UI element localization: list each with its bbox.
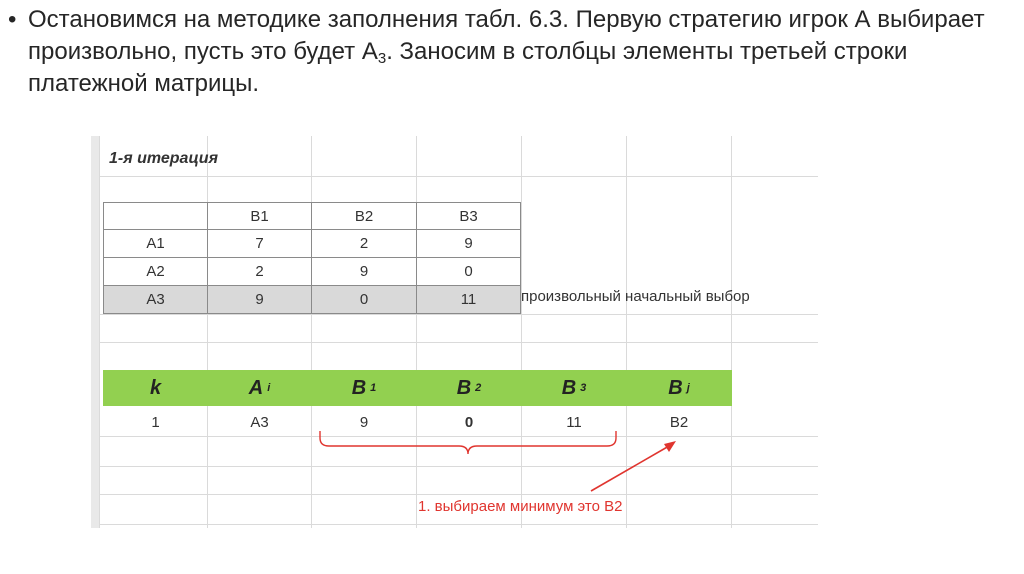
matrix-col-header: B1: [207, 202, 312, 230]
iter-cell-bj: B2: [669, 413, 689, 431]
matrix-cell-highlighted: 11: [416, 285, 521, 314]
iter-header-main: B: [351, 376, 367, 399]
bullet-paragraph: [8, 4, 1008, 100]
annotation-label: 1. выбираем минимум это B2: [418, 498, 623, 515]
iter-header-main: k: [149, 376, 162, 399]
spreadsheet-image: [91, 136, 818, 528]
iter-cell-b1: 9: [359, 413, 369, 431]
bullet-text: [28, 4, 1008, 100]
arrow-head: [664, 441, 676, 452]
matrix-cell: 9: [311, 257, 417, 286]
iter-cell-b3: 11: [566, 413, 582, 431]
iter-header-sub: 2: [475, 382, 482, 394]
iter-header-main: B: [668, 376, 683, 399]
iter-header-main: B: [561, 376, 577, 399]
matrix-cell-highlighted: 0: [311, 285, 417, 314]
iter-header-sub: j: [686, 382, 690, 394]
bullet-subscript: 3: [377, 50, 387, 67]
iter-cell-b2-min: 0: [464, 413, 474, 431]
matrix-cell-highlighted: 9: [207, 285, 312, 314]
matrix-row-label-highlighted: A3: [103, 285, 208, 314]
iter-header-main: B: [456, 376, 472, 399]
arrow-line: [591, 446, 669, 491]
min-brace: [320, 431, 616, 454]
iteration-title: 1-я итерация: [109, 150, 218, 167]
matrix-cell: 7: [207, 229, 312, 258]
iter-cell-k: 1: [151, 413, 160, 431]
iter-header-main: A: [248, 376, 264, 399]
matrix-cell: 2: [311, 229, 417, 258]
matrix-row-label: A1: [103, 229, 208, 258]
matrix-col-header: B2: [311, 202, 417, 230]
matrix-cell: 0: [416, 257, 521, 286]
bullet-symbol: •: [8, 6, 17, 33]
matrix-row-label: A2: [103, 257, 208, 286]
matrix-cell: 2: [207, 257, 312, 286]
matrix-col-header: B3: [416, 202, 521, 230]
highlight-note: произвольный начальный выбор: [521, 288, 750, 305]
bullet-text-part2: . Заносим в столбцы элементы третьей строки платежной матрицы.: [28, 38, 908, 97]
iter-header-sub: i: [267, 382, 271, 394]
iter-cell-ai: A3: [250, 413, 269, 431]
annotation-overlay: [91, 136, 818, 528]
bullet-text-part1: Остановимся на методике заполнения табл. 6.3. Первую стратегию игрок А выбирает произвольно, пусть это будет А: [28, 6, 985, 65]
iter-header-sub: 1: [370, 382, 377, 394]
iter-header-sub: 3: [580, 382, 587, 394]
matrix-cell: 9: [416, 229, 521, 258]
